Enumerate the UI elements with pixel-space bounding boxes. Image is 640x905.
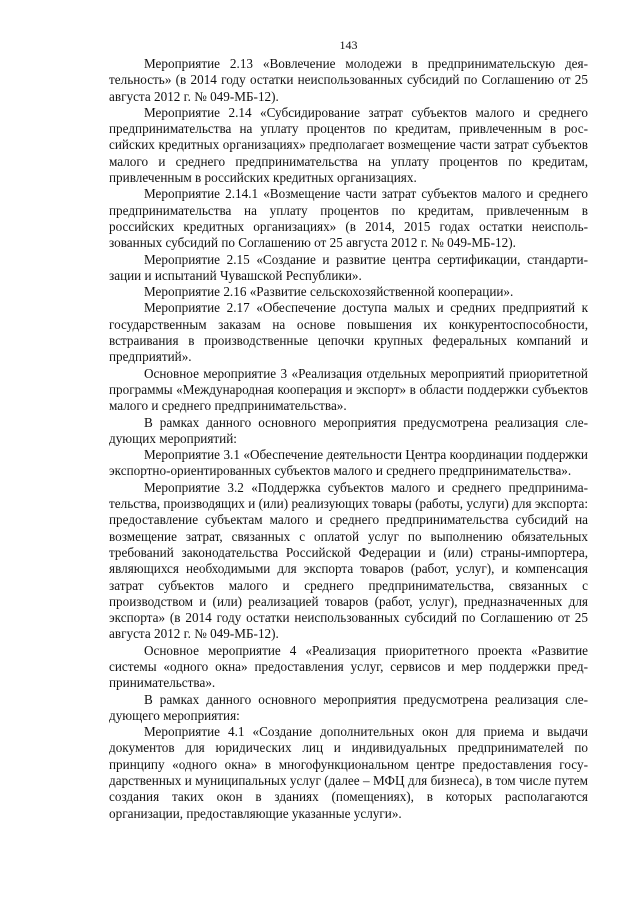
document-body <box>109 56 588 822</box>
paragraph-measure-4-1: Мероприятие 4.1 «Создание дополнительных окон для приема и выдачи документов для юридических лиц и индивидуальных предпринимателей по принципу «одного окна» в многофункциональном центре предоставления государственных и муниципальных услуг (далее – МФЦ для бизнеса), в том числе путем создания таких окон в зданиях (помещениях), в которых располагаются организации, предоставляющие указанные услуги». <box>109 724 588 821</box>
paragraph-measure-3-1: Мероприятие 3.1 «Обеспечение деятельности Центра координации поддержки экспортно-ориентированных субъектов малого и среднего предпринимательства». <box>109 447 588 479</box>
paragraph-main-measure-3-intro: В рамках данного основного мероприятия предусмотрена реализация следующих мероприятий: <box>109 414 588 446</box>
paragraph-main-measure-4: Основное мероприятие 4 «Реализация приоритетного проекта «Развитие системы «одного окна» предоставления услуг, сервисов и мер поддержки предпринимательства». <box>109 642 588 691</box>
paragraph-measure-2-17: Мероприятие 2.17 «Обеспечение доступа малых и средних предприятий к государственным заказам на основе повышения их конкурентоспособности, встраивания в производственные цепочки крупных федеральных компаний и предприятий». <box>109 300 588 365</box>
paragraph-main-measure-3: Основное мероприятие 3 «Реализация отдельных мероприятий приоритетной программы «Международная кооперация и экспорт» в области поддержки субъектов малого и среднего предпринимательства». <box>109 365 588 414</box>
paragraph-measure-2-15: Мероприятие 2.15 «Создание и развитие центра сертификации, стандартизации и испытаний Чувашской Республики». <box>109 251 588 283</box>
page-number: 143 <box>339 38 358 52</box>
paragraph-measure-2-16: Мероприятие 2.16 «Развитие сельскохозяйственной кооперации». <box>144 284 514 300</box>
paragraph-measure-3-2: Мероприятие 3.2 «Поддержка субъектов малого и среднего предпринимательства, производящих и (или) реализующих товары (работы, услуги) для экспорта: предоставление субъектам малого и среднего предпринимательства субсидий на возмещение затрат, связанных с оплатой услуг по выполнению обязательных требований законодательства Российской Федерации и (или) страны-импортера, являющихся необходимыми для экспорта товаров (работ, услуг), и компенсация затрат субъектов малого и среднего предпринимательства, связанных с производством и (или) реализацией товаров (работ, услуг), предназначенных для экспорта» (в 2014 году остатки неиспользованных субсидий по Соглашению от 25 августа 2012 г. № 049-МБ-12). <box>109 479 588 642</box>
paragraph-measure-2-14-1: Мероприятие 2.14.1 «Возмещение части затрат субъектов малого и среднего предпринимательства на уплату процентов по кредитам, привлеченным в российских кредитных организациях» (в 2014, 2015 годах остатки неиспользованных субсидий по Соглашению от 25 августа 2012 г. № 049-МБ-12). <box>109 186 588 251</box>
paragraph-main-measure-4-intro: В рамках данного основного мероприятия предусмотрена реализация следующего мероприятия: <box>109 691 588 723</box>
paragraph-measure-2-13: Мероприятие 2.13 «Вовлечение молодежи в предпринимательскую деятельность» (в 2014 году остатки неиспользованных субсидий по Соглашению от 25 августа 2012 г. № 049-МБ-12). <box>109 56 588 104</box>
paragraph-measure-2-14: Мероприятие 2.14 «Субсидирование затрат субъектов малого и среднего предпринимательства на уплату процентов по кредитам, привлеченным в российских кредитных организациях» предполагает возмещение части затрат субъектов малого и среднего предпринимательства на уплату процентов по кредитам, привлеченным в российских кредитных организациях. <box>109 104 588 186</box>
